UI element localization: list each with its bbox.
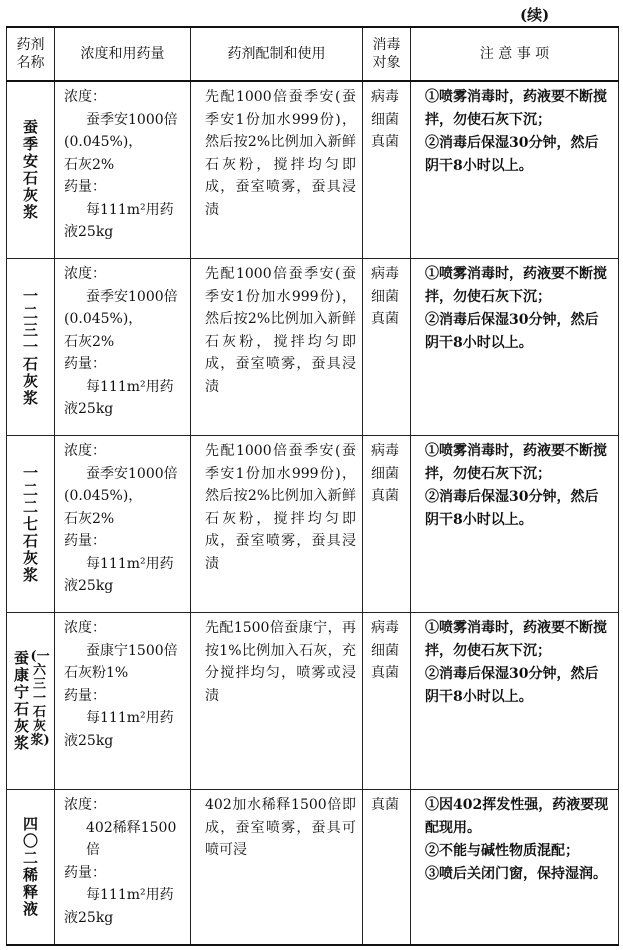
target-line: 病毒 — [371, 89, 399, 105]
dose-line: 石灰2% — [64, 510, 115, 527]
dose-cell — [55, 81, 191, 259]
prep-cell: 先配1500倍蚕康宁，再按1%比例加入石灰，充分搅拌均匀，喷雾或浸渍 — [191, 613, 363, 790]
dose-line: 蚕季安1000倍 — [86, 465, 178, 482]
target-cell — [363, 436, 411, 613]
agent-name-cell — [7, 81, 55, 259]
dose-cell — [55, 790, 191, 946]
dose-line: 402稀释1500倍 — [86, 819, 177, 858]
dose-line: (0.045%)， — [64, 134, 143, 150]
table-row — [7, 259, 619, 436]
dose-line: 药量： — [64, 864, 106, 881]
dose-cell — [55, 436, 191, 613]
table-row — [7, 81, 619, 259]
dose-line: (0.045%)， — [64, 311, 143, 327]
target-line: 真菌 — [371, 665, 399, 681]
header-notes: 注 意 事 项 — [411, 27, 619, 81]
dose-line: 浓度： — [64, 89, 106, 105]
dose-line: 每111m²用药 — [86, 201, 174, 218]
dose-line: 药量： — [64, 533, 106, 549]
note-line: ①喷雾消毒时，药液要不断搅拌，勿使石灰下沉； — [425, 89, 607, 128]
header-prep: 药剂配制和使用 — [191, 27, 363, 81]
target-line: 真菌 — [371, 134, 399, 150]
agent-name-cell — [7, 436, 55, 613]
dose-line: (0.045%)， — [64, 488, 143, 504]
note-line: ①喷雾消毒时，药液要不断搅拌，勿使石灰下沉； — [425, 620, 607, 659]
note-line: ①喷雾消毒时，药液要不断搅拌，勿使石灰下沉； — [425, 443, 607, 482]
note-line: ②消毒后保湿30分钟，然后阴干8小时以上。 — [425, 666, 599, 705]
dose-line: 浓度： — [64, 266, 106, 282]
table-row — [7, 436, 619, 613]
dose-line: 石灰粉1% — [64, 665, 129, 681]
notes-cell — [411, 259, 619, 436]
dose-line: 蚕康宁1500倍 — [86, 642, 178, 659]
table-row — [7, 790, 619, 946]
prep-cell: 402加水稀释1500倍即成，蚕室喷雾，蚕具可喷可浸 — [191, 790, 363, 946]
dose-line: 药量： — [64, 179, 106, 195]
notes-cell — [411, 436, 619, 613]
target-cell — [363, 790, 411, 946]
agent-name-aside: (一六三一石灰浆) — [30, 649, 50, 748]
dose-line: 浓度： — [64, 620, 106, 636]
dose-line: 浓度： — [64, 797, 106, 813]
target-line: 病毒 — [371, 620, 399, 636]
agent-name-cell — [7, 613, 55, 790]
dose-line: 每111m²用药 — [86, 378, 174, 395]
note-line: ②消毒后保湿30分钟，然后阴干8小时以上。 — [425, 312, 599, 351]
dose-cell — [55, 613, 191, 790]
table-header-row — [7, 27, 619, 81]
continued-label: (续) — [520, 6, 550, 24]
dose-cell — [55, 259, 191, 436]
disinfectant-table — [6, 26, 619, 946]
agent-name-cell — [7, 790, 55, 946]
prep-cell: 先配1000倍蚕季安(蚕季安1份加水999份)，然后按2%比例加入新鲜石灰粉，搅拌均匀即成，蚕室喷雾，蚕具浸渍 — [191, 259, 363, 436]
agent-name: 蚕康宁石灰浆 — [13, 649, 29, 752]
dose-line: 液25kg — [64, 909, 114, 926]
dose-line: 液25kg — [64, 578, 114, 594]
note-line: ②消毒后保湿30分钟，然后阴干8小时以上。 — [425, 489, 599, 528]
dose-line: 蚕季安1000倍 — [86, 288, 178, 305]
header-dose: 浓度和用药量 — [55, 27, 191, 81]
agent-name: 一二三一石灰浆 — [22, 286, 38, 407]
target-line: 病毒 — [371, 443, 399, 459]
dose-line: 每111m²用药 — [86, 555, 174, 572]
dose-line: 石灰2% — [64, 333, 115, 350]
target-line: 细菌 — [371, 465, 399, 482]
agent-name: 蚕季安石灰浆 — [22, 118, 38, 221]
dose-line: 石灰2% — [64, 156, 115, 173]
header-name: 药剂名称 — [7, 27, 55, 81]
target-line: 细菌 — [371, 288, 399, 305]
dose-line: 液25kg — [64, 224, 114, 240]
notes-cell — [411, 81, 619, 259]
dose-line: 每111m²用药 — [86, 887, 174, 903]
dose-line: 液25kg — [64, 732, 114, 749]
note-line: ①喷雾消毒时，药液要不断搅拌，勿使石灰下沉； — [425, 266, 607, 305]
target-line: 真菌 — [371, 311, 399, 327]
target-line: 细菌 — [371, 111, 399, 128]
target-cell — [363, 81, 411, 259]
note-line: ②消毒后保湿30分钟，然后阴干8小时以上。 — [425, 135, 599, 174]
target-line: 病毒 — [371, 266, 399, 282]
dose-line: 药量： — [64, 356, 106, 372]
target-cell — [363, 259, 411, 436]
notes-cell — [411, 790, 619, 946]
target-line: 细菌 — [371, 642, 399, 659]
dose-line: 浓度： — [64, 443, 106, 459]
agent-name: 四〇二稀释液 — [22, 815, 38, 918]
note-line: ②不能与碱性物质混配； — [425, 843, 579, 859]
prep-cell: 先配1000倍蚕季安(蚕季安1份加水999份)，然后按2%比例加入新鲜石灰粉，搅拌均匀即成，蚕室喷雾，蚕具浸渍 — [191, 436, 363, 613]
dose-line: 液25kg — [64, 401, 114, 417]
note-line: ③喷后关闭门窗，保持湿润。 — [425, 866, 607, 882]
note-line: ①因402挥发性强，药液要现配现用。 — [425, 797, 609, 836]
dose-line: 蚕季安1000倍 — [86, 111, 178, 128]
dose-line: 每111m²用药 — [86, 710, 174, 726]
header-target: 消毒对象 — [363, 27, 411, 81]
notes-cell — [411, 613, 619, 790]
dose-line: 药量： — [64, 687, 106, 704]
agent-name-cell — [7, 259, 55, 436]
target-cell — [363, 613, 411, 790]
agent-name: 一二二七石灰浆 — [22, 463, 38, 584]
table-row — [7, 613, 619, 790]
target-line: 真菌 — [371, 488, 399, 504]
prep-cell: 先配1000倍蚕季安(蚕季安1份加水999份)，然后按2%比例加入新鲜石灰粉，搅拌均匀即成，蚕室喷雾，蚕具浸渍 — [191, 81, 363, 259]
target-line: 真菌 — [371, 797, 399, 813]
